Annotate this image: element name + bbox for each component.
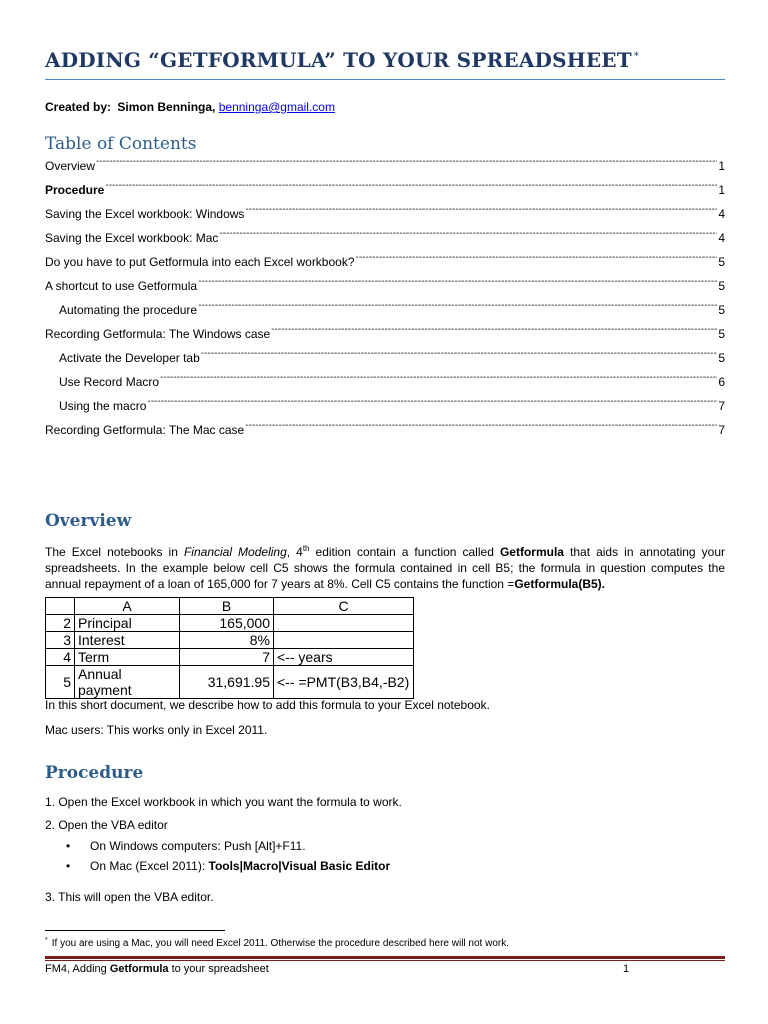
table-row <box>46 649 414 666</box>
cell-b: 7 <box>180 649 274 666</box>
procedure-step-2: 2. Open the VBA editor <box>45 818 168 832</box>
table-row <box>46 615 414 632</box>
footer-rule-thin <box>45 960 725 961</box>
row-number: 5 <box>46 666 75 699</box>
cell-b: 31,691.95 <box>180 666 274 699</box>
footer-page-number: 1 <box>623 963 630 975</box>
cell-a: Annual payment <box>75 666 180 699</box>
overview-heading: Overview <box>45 511 132 531</box>
column-header-c: C <box>274 598 414 615</box>
author-email-link[interactable]: benninga@gmail.com <box>218 100 335 114</box>
overview-paragraph: The Excel notebooks in Financial Modeling, 4th edition contain a function called Getformula that aids in annotating your spreadsheets. In the example below cell C5 shows the formula contained in cell B5; the formula in question computes the annual repayment of a loan of 165,000 for 7 years at 8%. Cell C5 contains the function =Getformula(B5). <box>45 544 725 591</box>
cell-b: 8% <box>180 632 274 649</box>
cell-c: <-- =PMT(B3,B4,-B2) <box>274 666 414 699</box>
sheet-corner-cell <box>46 598 75 615</box>
cell-b: 165,000 <box>180 615 274 632</box>
created-by-line <box>45 100 335 114</box>
toc-entry[interactable]: Overview ----- 1 <box>45 156 725 180</box>
toc-entry[interactable]: Activate the Developer tab ----- 5 <box>45 348 725 372</box>
cell-c <box>274 615 414 632</box>
procedure-bullet-windows: • On Windows computers: Push [Alt]+F11. <box>66 839 306 853</box>
cell-a: Principal <box>75 615 180 632</box>
toc-entry[interactable]: Using the macro ----- 7 <box>45 396 725 420</box>
row-number: 2 <box>46 615 75 632</box>
row-number: 4 <box>46 649 75 666</box>
procedure-heading: Procedure <box>45 763 144 783</box>
table-of-contents <box>45 156 725 444</box>
toc-entry[interactable]: A shortcut to use Getformula ----- 5 <box>45 276 725 300</box>
cell-a: Interest <box>75 632 180 649</box>
cell-a: Term <box>75 649 180 666</box>
procedure-step-3: 3. This will open the VBA editor. <box>45 890 214 904</box>
bullet-dot: • <box>66 839 71 853</box>
toc-entry[interactable]: Do you have to put Getformula into each Excel workbook? ----- 5 <box>45 252 725 276</box>
overview-note-1: In this short document, we describe how to add this formula to your Excel notebook. <box>45 698 490 712</box>
column-header-b: B <box>180 598 274 615</box>
procedure-bullet-mac: • On Mac (Excel 2011): Tools|Macro|Visual Basic Editor <box>66 859 391 873</box>
toc-entry[interactable]: Automating the procedure ----- 5 <box>45 300 725 324</box>
toc-entry[interactable]: Procedure ----- 1 <box>45 180 725 204</box>
overview-note-2: Mac users: This works only in Excel 2011. <box>45 723 268 737</box>
footnote-separator <box>45 930 225 931</box>
column-header-a: A <box>75 598 180 615</box>
table-row <box>46 632 414 649</box>
table-row <box>46 666 414 699</box>
toc-entry[interactable]: Saving the Excel workbook: Mac ----- 4 <box>45 228 725 252</box>
document-title: ADDING “GETFORMULA” TO YOUR SPREADSHEET * <box>45 48 640 72</box>
toc-entry[interactable]: Recording Getformula: The Mac case ----- 7 <box>45 420 725 444</box>
toc-entry[interactable]: Use Record Macro ----- 6 <box>45 372 725 396</box>
example-spreadsheet <box>45 597 414 699</box>
cell-c <box>274 632 414 649</box>
title-underline <box>45 79 725 80</box>
row-number: 3 <box>46 632 75 649</box>
bullet-dot: • <box>66 859 71 873</box>
procedure-step-1: 1. Open the Excel workbook in which you want the formula to work. <box>45 795 402 809</box>
created-by-label: Created by: <box>45 100 112 114</box>
title-footnote-mark: * <box>633 51 640 62</box>
footnote: * If you are using a Mac, you will need Excel 2011. Otherwise the procedure described here will not work. <box>45 937 510 949</box>
footer-text: FM4, Adding Getformula to your spreadsheet <box>45 963 269 975</box>
footer-rule <box>45 956 725 959</box>
cell-c: <-- years <box>274 649 414 666</box>
toc-entry[interactable]: Recording Getformula: The Windows case ----- 5 <box>45 324 725 348</box>
author-name: Simon Benninga, <box>117 100 216 114</box>
sheet-header-row <box>46 598 414 615</box>
toc-entry[interactable]: Saving the Excel workbook: Windows ----- 4 <box>45 204 725 228</box>
toc-heading: Table of Contents <box>45 134 197 154</box>
